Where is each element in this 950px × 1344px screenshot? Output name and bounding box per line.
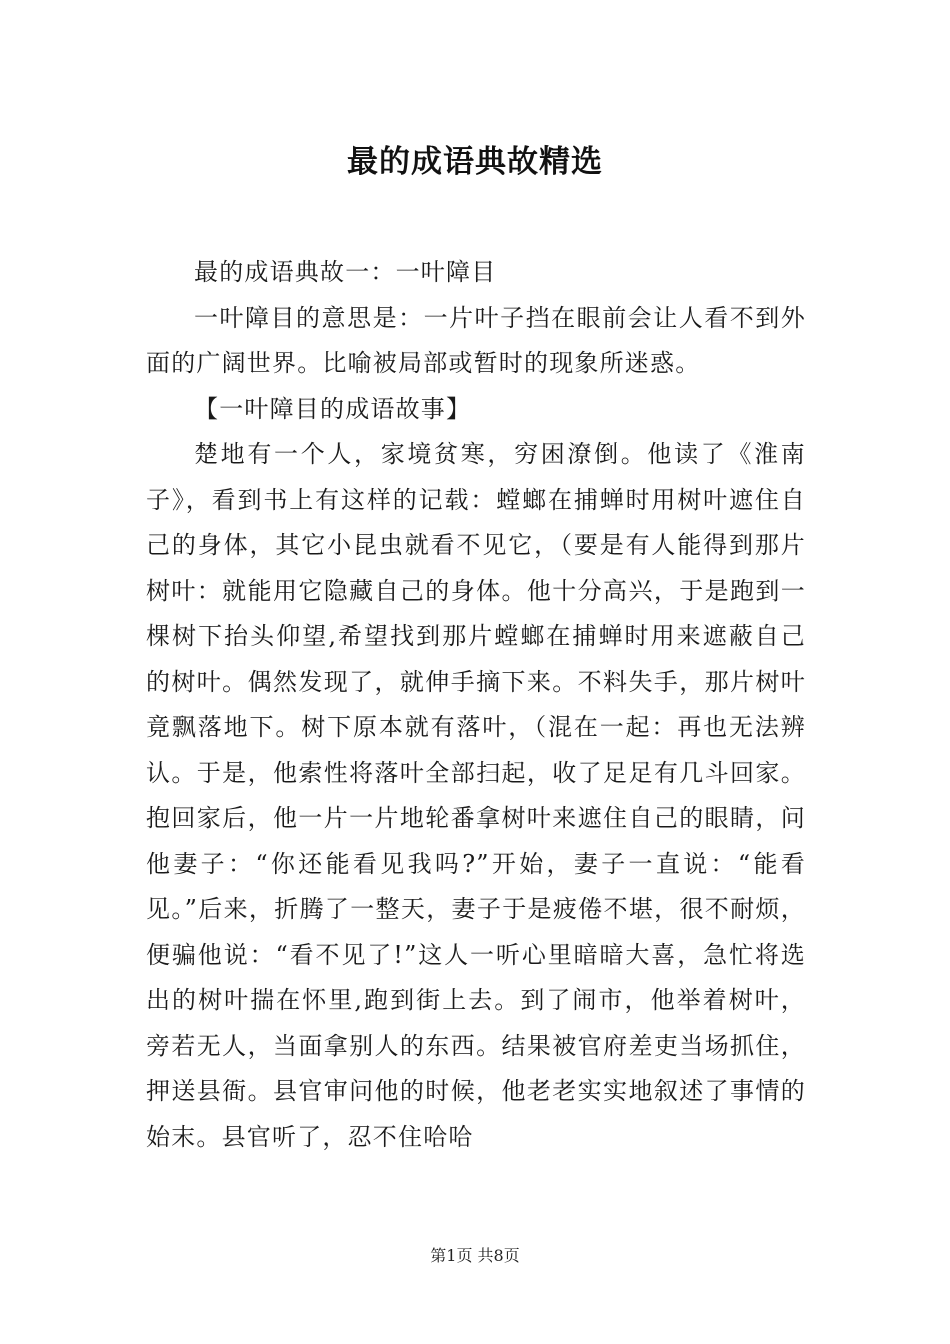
page-footer: 第1页 共8页 [430, 1246, 520, 1265]
section-heading: 最的成语典故一：一叶障目 [194, 258, 497, 286]
story-paragraph: 楚地有一个人，家境贫寒，穷困潦倒。他读了《淮南子》，看到书上有这样的记载：螳螂在捕蝉时用树叶遮住自己的身体，其它小昆虫就看不见它，（要是有人能得到那片树叶：就能用它隐藏自己的身体。他十分高兴，于是跑到一棵树下抬头仰望,希望找到那片螳螂在捕蝉时用来遮蔽自己的树叶。偶然发现了，就伸手摘下来。不料失手，那片树叶竟飘落地下。树下原本就有落叶，（混在一起：再也无法辨认。于是，他索性将落叶全部扫起，收了足足有几斗回家。抱回家后，他一片一片地轮番拿树叶来遮住自己的眼睛，问他妻子：“你还能看见我吗?”开始，妻子一直说：“能看见。”后来，折腾了一整天，妻子于是疲倦不堪，很不耐烦，便骗他说：“看不见了!”这人一听心里暗暗大喜，急忙将选出的树叶揣在怀里,跑到街上去。到了闹市，他举着树叶，旁若无人，当面拿别人的东西。结果被官府差吏当场抓住，押送县衙。县官审问他的时候，他老老实实地叙述了事情的始末。县官听了，忍不住哈哈 [146, 440, 806, 1151]
story-heading: 【一叶障目的成语故事】 [194, 394, 472, 423]
document-title: 最的成语典故精选 [347, 144, 603, 180]
document-body [146, 250, 806, 1160]
definition-paragraph: 一叶障目的意思是：一片叶子挡在眼前会让人看不到外面的广阔世界。比喻被局部或暂时的现象所迷惑。 [146, 303, 806, 377]
